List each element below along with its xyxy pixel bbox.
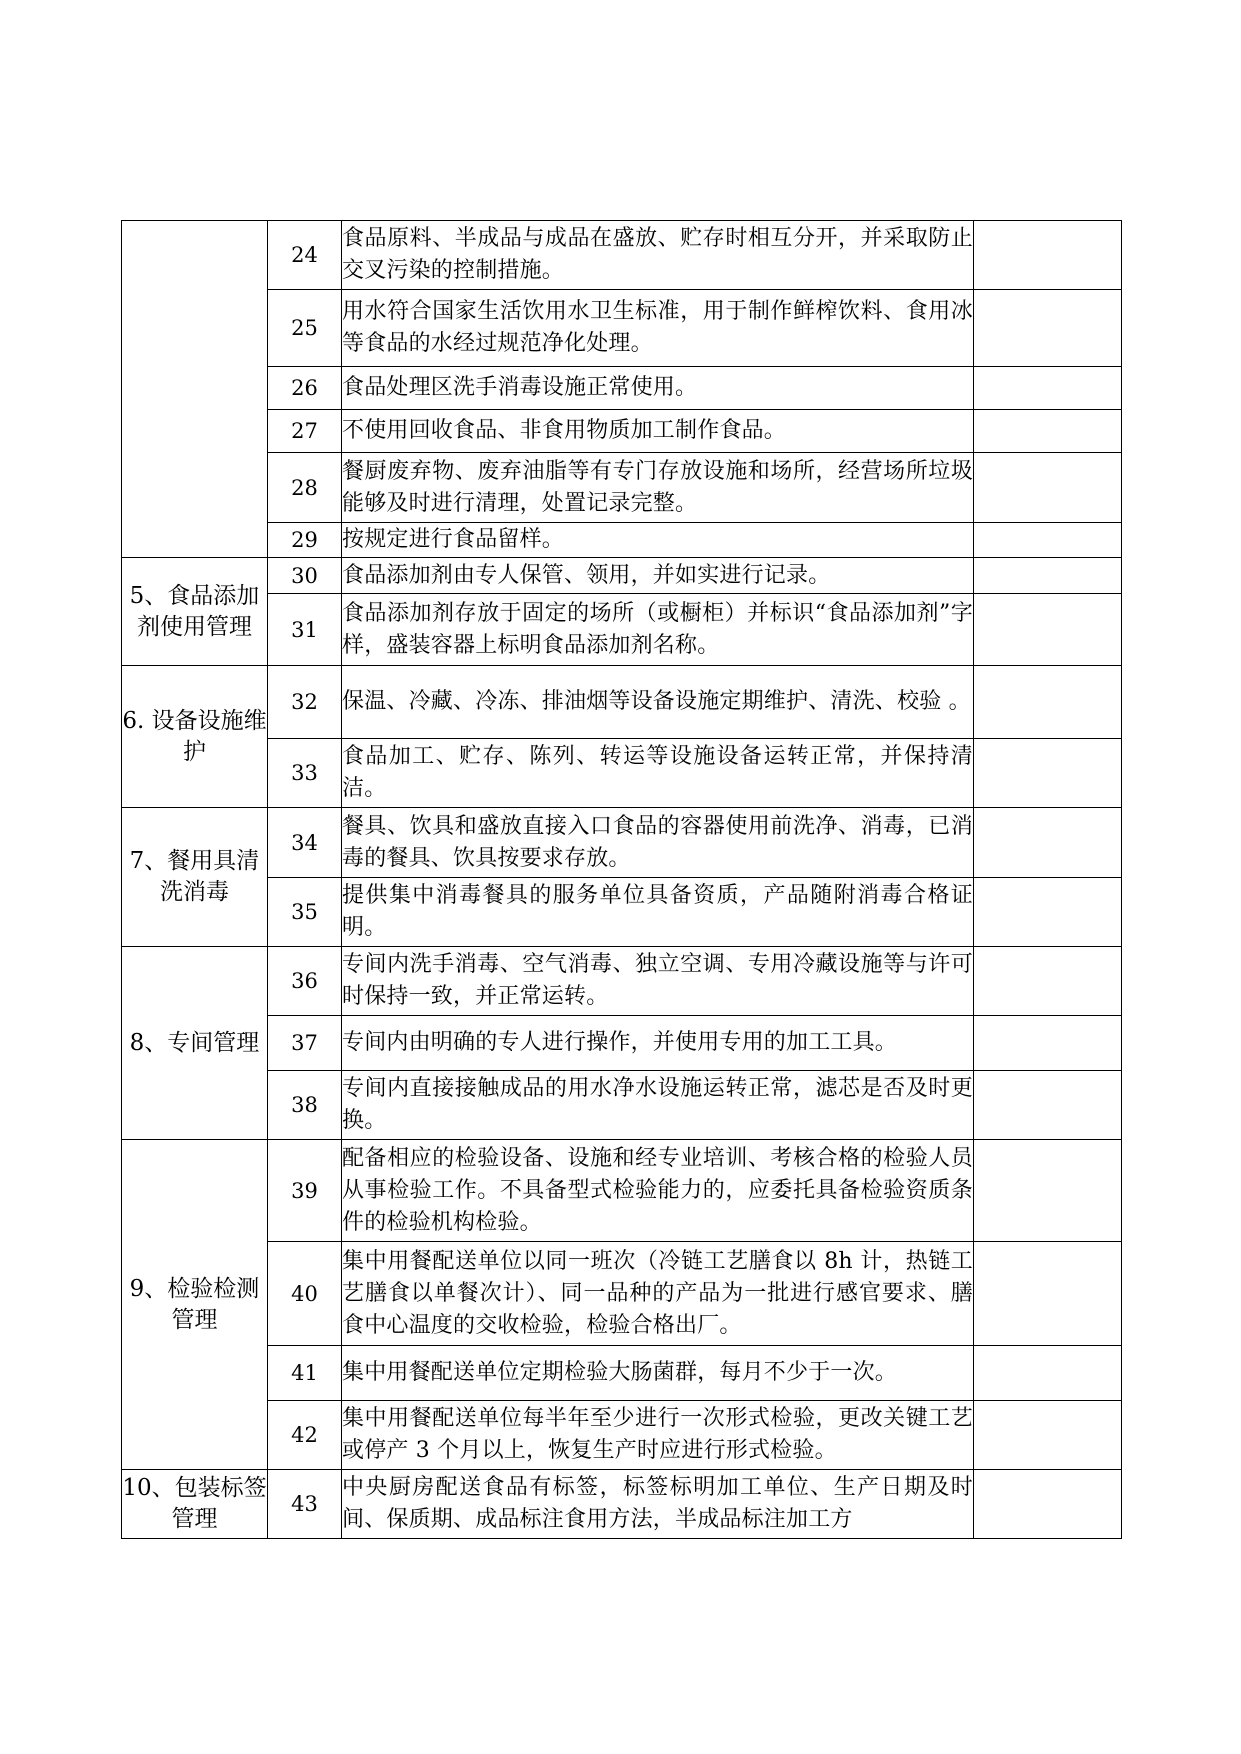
table-row	[122, 1346, 1122, 1401]
requirement-text: 按规定进行食品留样。	[342, 523, 974, 558]
requirement-text: 食品添加剂由专人保管、领用，并如实进行记录。	[342, 558, 974, 594]
requirement-text: 提供集中消毒餐具的服务单位具备资质，产品随附消毒合格证明。	[342, 878, 974, 947]
requirement-text: 食品加工、贮存、陈列、转运等设施设备运转正常，并保持清洁。	[342, 739, 974, 808]
requirement-text: 集中用餐配送单位以同一班次（冷链工艺膳食以 8h 计，热链工艺膳食以单餐次计）、同一品种的产品为一批进行感官要求、膳食中心温度的交收检验，检验合格出厂。	[342, 1242, 974, 1346]
item-number: 41	[268, 1346, 342, 1401]
table-row	[122, 221, 1122, 290]
table-row	[122, 878, 1122, 947]
table-row	[122, 523, 1122, 558]
requirement-text: 专间内洗手消毒、空气消毒、独立空调、专用冷藏设施等与许可时保持一致，并正常运转。	[342, 947, 974, 1016]
item-number: 24	[268, 221, 342, 290]
table-row	[122, 1470, 1122, 1539]
result-cell[interactable]	[974, 1470, 1122, 1539]
result-cell[interactable]	[974, 739, 1122, 808]
requirement-text: 餐厨废弃物、废弃油脂等有专门存放设施和场所，经营场所垃圾能够及时进行清理，处置记录完整。	[342, 453, 974, 523]
result-cell[interactable]	[974, 666, 1122, 739]
result-cell[interactable]	[974, 808, 1122, 878]
table-row	[122, 666, 1122, 739]
result-cell[interactable]	[974, 221, 1122, 290]
item-number: 40	[268, 1242, 342, 1346]
category-cell: 6. 设备设施维护	[122, 666, 268, 808]
requirement-text: 配备相应的检验设备、设施和经专业培训、考核合格的检验人员从事检验工作。不具备型式检验能力的，应委托具备检验资质条件的检验机构检验。	[342, 1140, 974, 1242]
result-cell[interactable]	[974, 453, 1122, 523]
requirement-text: 不使用回收食品、非食用物质加工制作食品。	[342, 410, 974, 453]
requirement-text: 食品添加剂存放于固定的场所（或橱柜）并标识“食品添加剂”字样，盛装容器上标明食品添加剂名称。	[342, 594, 974, 666]
table-row	[122, 739, 1122, 808]
result-cell[interactable]	[974, 1242, 1122, 1346]
result-cell[interactable]	[974, 558, 1122, 594]
item-number: 30	[268, 558, 342, 594]
table-row	[122, 808, 1122, 878]
result-cell[interactable]	[974, 594, 1122, 666]
result-cell[interactable]	[974, 410, 1122, 453]
requirement-text: 食品原料、半成品与成品在盛放、贮存时相互分开，并采取防止交叉污染的控制措施。	[342, 221, 974, 290]
item-number: 29	[268, 523, 342, 558]
result-cell[interactable]	[974, 878, 1122, 947]
category-cell: 5、食品添加剂使用管理	[122, 558, 268, 666]
table-row	[122, 594, 1122, 666]
result-cell[interactable]	[974, 1140, 1122, 1242]
table-row	[122, 1401, 1122, 1470]
item-number: 43	[268, 1470, 342, 1539]
table-row	[122, 947, 1122, 1016]
item-number: 37	[268, 1016, 342, 1071]
requirement-text: 保温、冷藏、冷冻、排油烟等设备设施定期维护、清洗、校验 。	[342, 666, 974, 739]
requirement-text: 餐具、饮具和盛放直接入口食品的容器使用前洗净、消毒，已消毒的餐具、饮具按要求存放。	[342, 808, 974, 878]
result-cell[interactable]	[974, 1071, 1122, 1140]
category-cell	[122, 221, 268, 558]
item-number: 36	[268, 947, 342, 1016]
item-number: 32	[268, 666, 342, 739]
category-cell: 8、专间管理	[122, 947, 268, 1140]
table-row	[122, 558, 1122, 594]
table-row	[122, 1071, 1122, 1140]
item-number: 33	[268, 739, 342, 808]
table-row	[122, 367, 1122, 410]
result-cell[interactable]	[974, 367, 1122, 410]
result-cell[interactable]	[974, 523, 1122, 558]
table-row	[122, 410, 1122, 453]
item-number: 42	[268, 1401, 342, 1470]
table-row	[122, 290, 1122, 367]
result-cell[interactable]	[974, 1346, 1122, 1401]
table-row	[122, 453, 1122, 523]
item-number: 28	[268, 453, 342, 523]
result-cell[interactable]	[974, 1016, 1122, 1071]
item-number: 26	[268, 367, 342, 410]
table-row	[122, 1242, 1122, 1346]
result-cell[interactable]	[974, 1401, 1122, 1470]
category-cell: 10、包装标签管理	[122, 1470, 268, 1539]
requirement-text: 用水符合国家生活饮用水卫生标准，用于制作鲜榨饮料、食用冰等食品的水经过规范净化处理。	[342, 290, 974, 367]
item-number: 31	[268, 594, 342, 666]
requirement-text: 中央厨房配送食品有标签，标签标明加工单位、生产日期及时间、保质期、成品标注食用方法，半成品标注加工方	[342, 1470, 974, 1539]
category-cell: 9、检验检测管理	[122, 1140, 268, 1470]
table-row	[122, 1016, 1122, 1071]
item-number: 39	[268, 1140, 342, 1242]
requirement-text: 集中用餐配送单位每半年至少进行一次形式检验，更改关键工艺或停产 3 个月以上，恢复生产时应进行形式检验。	[342, 1401, 974, 1470]
item-number: 38	[268, 1071, 342, 1140]
requirement-text: 食品处理区洗手消毒设施正常使用。	[342, 367, 974, 410]
item-number: 35	[268, 878, 342, 947]
category-cell: 7、餐用具清洗消毒	[122, 808, 268, 947]
inspection-checklist-table	[121, 220, 1122, 1539]
requirement-text: 集中用餐配送单位定期检验大肠菌群，每月不少于一次。	[342, 1346, 974, 1401]
checklist-body	[122, 221, 1122, 1539]
item-number: 27	[268, 410, 342, 453]
result-cell[interactable]	[974, 290, 1122, 367]
item-number: 34	[268, 808, 342, 878]
requirement-text: 专间内直接接触成品的用水净水设施运转正常，滤芯是否及时更换。	[342, 1071, 974, 1140]
result-cell[interactable]	[974, 947, 1122, 1016]
item-number: 25	[268, 290, 342, 367]
requirement-text: 专间内由明确的专人进行操作，并使用专用的加工工具。	[342, 1016, 974, 1071]
table-row	[122, 1140, 1122, 1242]
